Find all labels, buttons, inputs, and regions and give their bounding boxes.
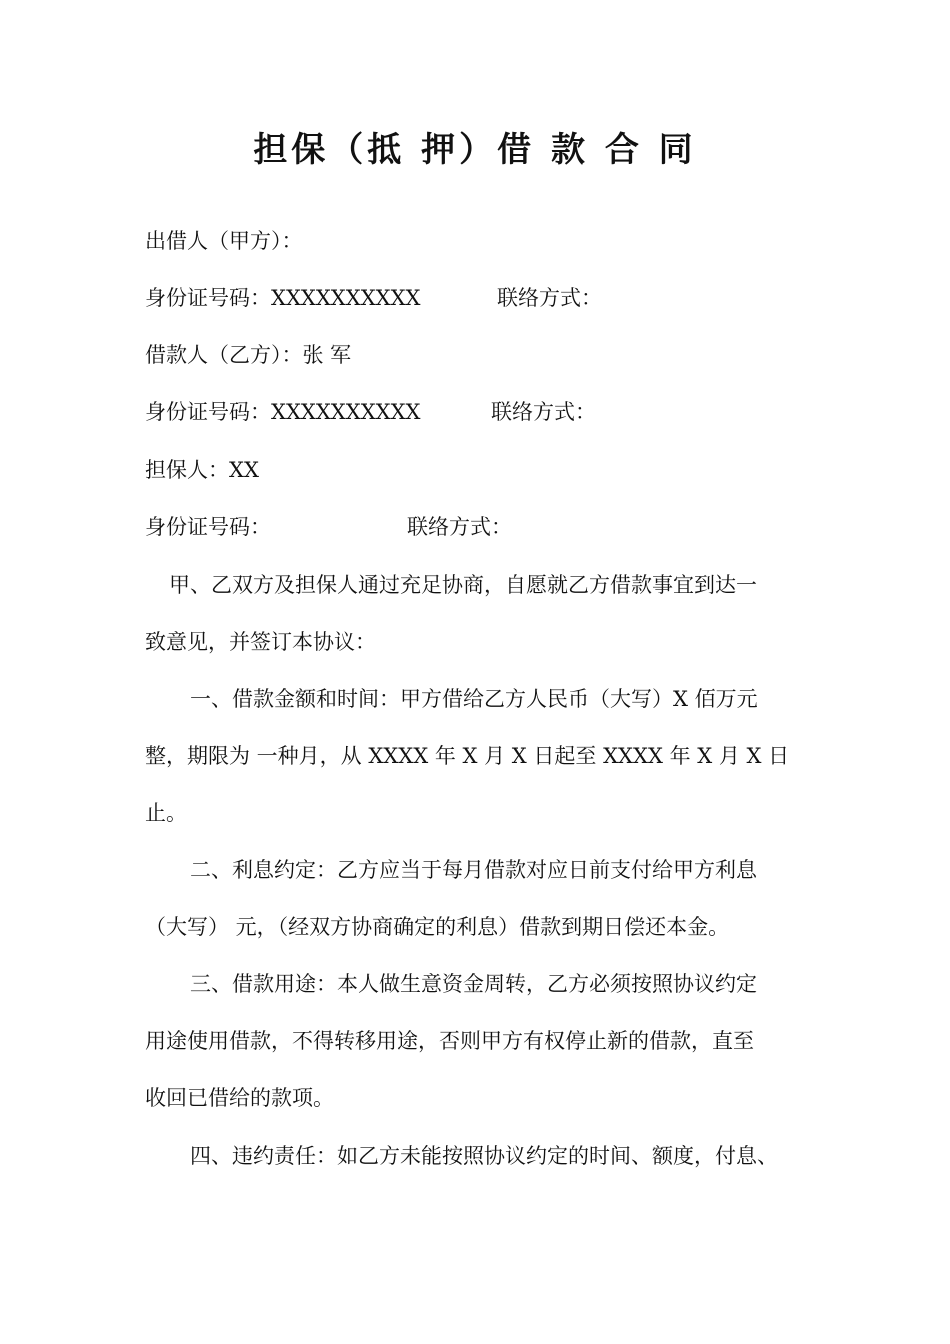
body-line: 致意见，并签订本协议：: [145, 630, 376, 654]
guarantor-label: 担保人：XX: [145, 458, 259, 482]
lender-label: 出借人（甲方）：: [145, 229, 303, 253]
lender-contact: 联络方式：: [497, 286, 602, 310]
borrower-id-line: [145, 397, 596, 427]
lender-id: 身份证号码：XXXXXXXXXX: [145, 286, 421, 310]
body-line: （大写） 元，（经双方协商确定的利息）借款到期日偿还本金。: [145, 915, 730, 939]
guarantor-contact: 联络方式：: [407, 515, 512, 539]
clause-4-heading: 四、违约责任：如乙方未能按照协议约定的时间、额度，付息、: [190, 1144, 778, 1168]
body-line: 止。: [145, 801, 187, 825]
lender-id-line: [145, 283, 602, 313]
body-line: 收回已借给的款项。: [145, 1086, 334, 1110]
clause-1-heading: 一、借款金额和时间：甲方借给乙方人民币（大写）X 佰万元: [190, 687, 758, 711]
clause-3-heading: 三、借款用途：本人做生意资金周转，乙方必须按照协议约定: [190, 972, 757, 996]
body-line: 用途使用借款，不得转移用途，否则甲方有权停止新的借款，直至: [145, 1029, 754, 1053]
borrower-contact: 联络方式：: [491, 400, 596, 424]
body-line: 甲、乙双方及担保人通过充足协商，自愿就乙方借款事宜到达一: [169, 573, 757, 597]
document-title: 担保（抵 押）借 款 合 同: [253, 130, 697, 170]
borrower-label: 借款人（乙方）：张 军: [145, 343, 352, 367]
body-line: 整，期限为 一种月，从 XXXX 年 X 月 X 日起至 XXXX 年 X 月 X 日: [145, 744, 790, 768]
clause-2-heading: 二、利息约定：乙方应当于每月借款对应日前支付给甲方利息: [190, 858, 757, 882]
guarantor-id: 身份证号码：: [145, 515, 271, 539]
guarantor-id-line: [145, 512, 512, 542]
borrower-id: 身份证号码：XXXXXXXXXX: [145, 400, 421, 424]
